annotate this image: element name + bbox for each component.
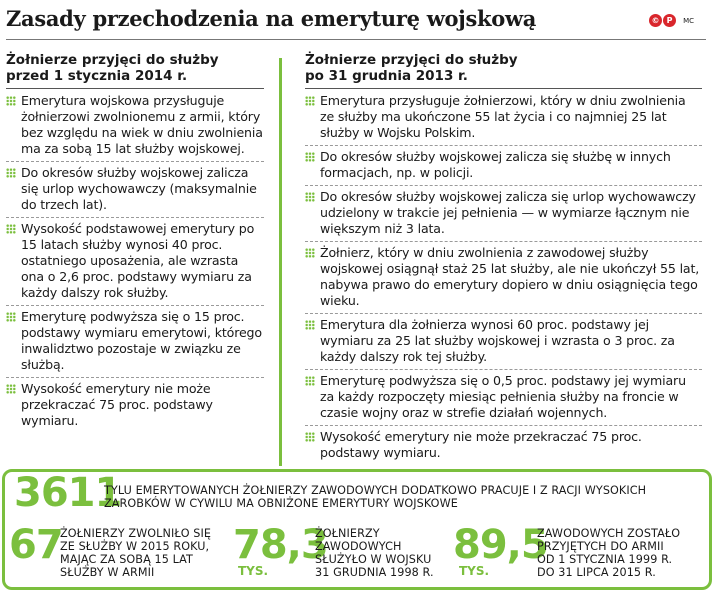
list-item-text: Do okresów służby wojskowej zalicza się służbę w innych formacjach, np. w policji. — [320, 149, 671, 180]
list-item — [305, 92, 702, 146]
p-logo-icon: P — [663, 14, 676, 27]
heading-line: przed 1 stycznia 2014 r. — [6, 68, 188, 84]
stat-description-67 — [60, 527, 232, 579]
right-column — [305, 52, 702, 467]
grid-bullet-icon — [305, 192, 315, 202]
grid-bullet-icon — [6, 96, 16, 106]
list-item — [6, 92, 264, 162]
stat-description: TYLU EMERYTOWANYCH ŻOŁNIERZY ZAWODOWYCH DODATKOWO PRACUJE I Z RACJI WYSOKICH — [104, 484, 647, 497]
stat-line: 31 GRUDNIA 1998 R. — [315, 566, 434, 579]
list-item-text: Wysokość podstawowej emerytury po 15 latach służby wynosi 40 proc. ostatniego uposażenia, ale wzrasta ona o 2,6 proc. podstawy wymiaru za każdy dalszy rok służby. — [21, 221, 255, 300]
copyright-icon: © — [649, 14, 662, 27]
stat-line: MAJĄC ZA SOBĄ 15 LAT — [60, 553, 193, 566]
stat-unit: TYS. — [238, 564, 269, 578]
left-column-heading — [6, 52, 264, 84]
grid-bullet-icon — [305, 96, 315, 106]
grid-bullet-icon — [305, 152, 315, 162]
stat-number-78-3: 78,3 — [233, 522, 328, 568]
list-item — [6, 220, 264, 306]
stat-number-89-5: 89,5 — [453, 522, 548, 568]
heading-rule — [6, 88, 264, 89]
grid-bullet-icon — [6, 384, 16, 394]
list-item — [305, 188, 702, 242]
list-item — [305, 244, 702, 314]
list-item-text: Emeryturę podwyższa się o 0,5 proc. podstawy jej wymiaru za każdy rozpoczęty miesiąc pełnienia służby na froncie w czasie wojny oraz w strefie działań wojennych. — [320, 373, 686, 420]
heading-line: Żołnierze przyjęci do służby — [305, 52, 518, 68]
list-item-text: Wysokość emerytury nie może przekraczać 75 proc. podstawy wymiaru. — [21, 381, 213, 428]
list-item-text: Emerytura wojskowa przysługuje żołnierzowi zwolnionemu z armii, który bez względu na wiek w dniu zwolnienia ma za sobą 15 lat służby wojskowej. — [21, 93, 263, 156]
stat-line: ŻOŁNIERZY ZWOLNIŁO SIĘ — [60, 527, 212, 540]
title-rule — [6, 39, 706, 40]
list-item — [305, 148, 702, 186]
column-divider — [279, 58, 282, 466]
list-item-text: Emeryturę podwyższa się o 15 proc. podstawy wymiaru emerytowi, którego inwalidztwo pozostaje w związku ze służbą. — [21, 309, 262, 372]
grid-bullet-icon — [6, 312, 16, 322]
stat-line: ŻOŁNIERZY — [315, 527, 380, 540]
grid-bullet-icon — [305, 320, 315, 330]
list-item — [6, 308, 264, 378]
stat-line: ZE SŁUŻBY W 2015 ROKU, — [60, 540, 210, 553]
list-item-text: Żołnierz, który w dniu zwolnienia z zawodowej służby wojskowej osiągnął staż 25 lat służby, ale nie ukończył 55 lat, nabywa prawo do emerytury dopiero w dniu osiągnięcia tego wieku. — [320, 245, 700, 308]
page-title: Zasady przechodzenia na emeryturę wojskową — [6, 6, 537, 31]
grid-bullet-icon — [305, 376, 315, 386]
stat-line: OD 1 STYCZNIA 1999 R. — [537, 553, 673, 566]
stat-number-67: 67 — [9, 522, 63, 568]
list-item — [305, 428, 702, 465]
grid-bullet-icon — [6, 224, 16, 234]
list-item — [6, 380, 264, 433]
stat-line: SŁUŻYŁO W WOJSKU — [315, 553, 432, 566]
stat-line: ZAWODOWYCH — [315, 540, 402, 553]
list-item-text: Wysokość emerytury nie może przekraczać 75 proc. podstawy wymiaru. — [320, 429, 642, 460]
right-column-heading — [305, 52, 702, 84]
author-credit: MC — [683, 17, 694, 25]
statistics-box — [2, 469, 712, 590]
list-item-text: Emerytura dla żołnierza wynosi 60 proc. podstawy jej wymiaru za 25 lat służby wojskowej i wzrasta o 3 proc. za każdy dalszy rok tej służby. — [320, 317, 675, 364]
stat-line: SŁUŻBY W ARMII — [60, 566, 155, 579]
list-item — [305, 316, 702, 370]
stat-line: PRZYJĘTYCH DO ARMII — [537, 540, 664, 553]
stat-description: ZAROBKÓW W CYWILU MA OBNIŻONE EMERYTURY WOJSKOWE — [104, 497, 458, 510]
list-item — [305, 372, 702, 426]
stat-line: DO 31 LIPCA 2015 R. — [537, 566, 656, 579]
left-column — [6, 52, 264, 435]
stat-description-78-3 — [315, 527, 455, 579]
heading-line: po 31 grudnia 2013 r. — [305, 68, 468, 84]
list-item — [6, 164, 264, 218]
grid-bullet-icon — [305, 432, 315, 442]
list-item-text: Emerytura przysługuje żołnierzowi, który w dniu zwolnienia ze służby ma ukończone 55 lat życia i co najmniej 25 lat służby w Wojsku Polskim. — [320, 93, 686, 140]
stat-number-3611: 3611 — [14, 470, 122, 516]
heading-rule — [305, 88, 702, 89]
stat-line: ZAWODOWYCH ZOSTAŁO — [537, 527, 681, 540]
grid-bullet-icon — [305, 248, 315, 258]
grid-bullet-icon — [6, 168, 16, 178]
stat-unit: TYS. — [459, 564, 490, 578]
logo — [649, 14, 676, 27]
list-item-text: Do okresów służby wojskowej zalicza się urlop wychowawczy udzielony w trakcie jej pełnienia — w wymiarze łącznym nie większym niż 3 lata. — [320, 189, 696, 236]
list-item-text: Do okresów służby wojskowej zalicza się urlop wychowawczy (maksymalnie do trzech lat). — [21, 165, 257, 212]
stat-description-89-5 — [537, 527, 709, 579]
heading-line: Żołnierze przyjęci do służby — [6, 52, 219, 68]
